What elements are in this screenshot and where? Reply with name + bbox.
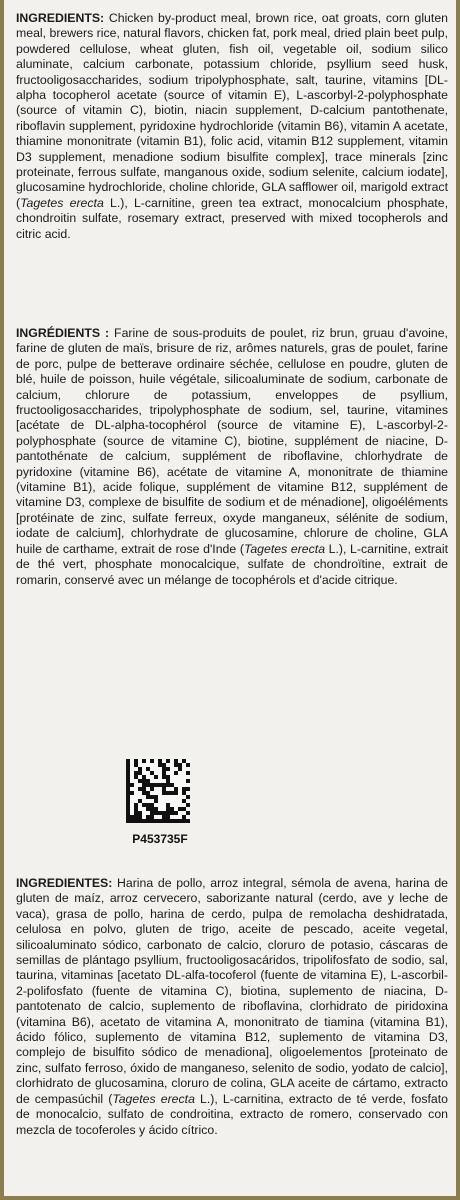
ingredients-spanish xyxy=(16,876,448,1138)
ingredients-text-english-part1: Chicken by-product meal, brown rice, oat groats, corn gluten meal, brewers rice, natural flavors, chicken fat, pork meal, dried plain beet pulp, powdered cellulose, wheat gluten, fish oil, vegetable oil, sodium silico aluminate, calcium carbonate, potassium chloride, psyllium seed husk, fructooligosaccharides, sodium tripolyphosphate, salt, taurine, vitamins [DL-alpha tocopherol acetate (source of vitamin E), L-ascorbyl-2-polyphosphate (source of vitamin C), biotin, niacin supplement, D-calcium pantothenate, riboflavin supplement, pyridoxine hydrochloride (vitamin B6), vitamin A acetate, thiamine mononitrate (vitamin B1), folic acid, vitamin B12 supplement, vitamin D3 supplement, menadione sodium bisulfite complex], trace minerals [zinc proteinate, ferrous sulfate, manganous oxide, sodium selenite, calcium iodate], glucosamine hydrochloride, choline chloride, GLA safflower oil, marigold extract ( xyxy=(16,11,448,210)
product-code-label: P453735F xyxy=(132,832,188,846)
ingredients-heading-spanish: INGREDIENTES: xyxy=(16,876,113,890)
ingredients-text-french-part2: L.), L-carnitine, extrait de thé vert, phosphate monocalcique, sulfate de chondroïtine, extrait de romarin, conservé avec un mélange de tocophérols et d'acide citrique. xyxy=(16,541,448,587)
ingredients-heading-english: INGREDIENTS: xyxy=(16,11,105,25)
ingredients-text-spanish-part2: L.), L-carnitina, extracto de té verde, fosfato de monocalcio, sulfato de condroitina, extracto de romero, conservado con mezcla de tocoferoles y ácido cítrico. xyxy=(16,1091,448,1137)
ingredients-italic-english: Tagetes erecta xyxy=(20,195,104,210)
ingredients-italic-spanish: Tagetes erecta xyxy=(112,1091,195,1106)
ingredients-english xyxy=(16,11,448,242)
ingredients-heading-french: INGRÉDIENTS : xyxy=(16,326,110,340)
ingredients-text-english-part2: L.), L-carnitine, green tea extract, monocalcium phosphate, chondroitin sulfate, rosemary extract, preserved with mixed tocopherols and citric acid. xyxy=(16,195,448,241)
ingredients-french xyxy=(16,326,448,588)
ingredients-text-spanish-part1: Harina de pollo, arroz integral, sémola de avena, harina de gluten de maíz, arroz cervecero, saborizante natural (cerdo, ave y leche de vaca), grasa de pollo, harina de cerdo, pulpa de remolacha deshidratada, celulosa en polvo, gluten de trigo, aceite de pescado, aceite vegetal, silicoaluminato sódico, carbonato de calcio, cloruro de potasio, cáscaras de semillas de plántago psyllium, fructooligosacáridos, tripolifosfato de sodio, sal, taurina, vitaminas [acetato DL-alfa-tocoferol (fuente de vitamina E), L-ascorbil-2-polifosfato (fuente de vitamina C), biotina, suplemento de niacina, D-pantotenato de calcio, suplemento de riboflavina, clorhidrato de piridoxina (vitamina B6), acetato de vitamina A, mononitrato de tiamina (vitamina B1), ácido fólico, suplemento de vitamina B12, suplemento de vitamina D3, complejo de bisulfito sódico de menadiona], oligoelementos [proteinato de zinc, sulfato ferroso, óxido de manganeso, selenito de sodio, yodato de calcio], clorhidrato de glucosamina, cloruro de colina, GLA aceite de cártamo, extracto de cempasúchil ( xyxy=(16,876,448,1106)
ingredients-italic-french: Tagetes erecta xyxy=(243,541,326,556)
datamatrix-barcode-icon xyxy=(126,759,190,823)
ingredients-text-french-part1: Farine de sous-produits de poulet, riz brun, gruau d'avoine, farine de gluten de maïs, brisure de riz, arômes naturels, gras de poulet, farine de porc, pulpe de betterave ordinaire séchée, cellulose en poudre, gluten de blé, huile de poisson, huile végétale, silicoaluminate de sodium, carbonate de calcium, chlorure de potassium, enveloppes de psyllium, fructooligosaccharides, tripolyphosphate de sodium, sel, taurine, vitamines [acétate de DL-alpha-tocophérol (source de vitamine E), L-ascorbyl-2-polyphosphate (source de vitamine C), biotine, supplément de niacine, D-pantothénate de calcium, supplément de riboflavine, chlorhydrate de pyridoxine (vitamine B6), acétate de vitamine A, mononitrate de thiamine (vitamine B1), acide folique, supplément de vitamine B12, supplément de vitamine D3, complexe de bisulfite de sodium et de ménadione], oligoéléments [protéinate de zinc, sulfate ferreux, oxyde manganeux, sélénite de sodium, iodate de calcium], chlorhydrate de glucosamine, chlorure de choline, GLA huile de carthame, extrait de rose d'Inde ( xyxy=(16,326,448,556)
